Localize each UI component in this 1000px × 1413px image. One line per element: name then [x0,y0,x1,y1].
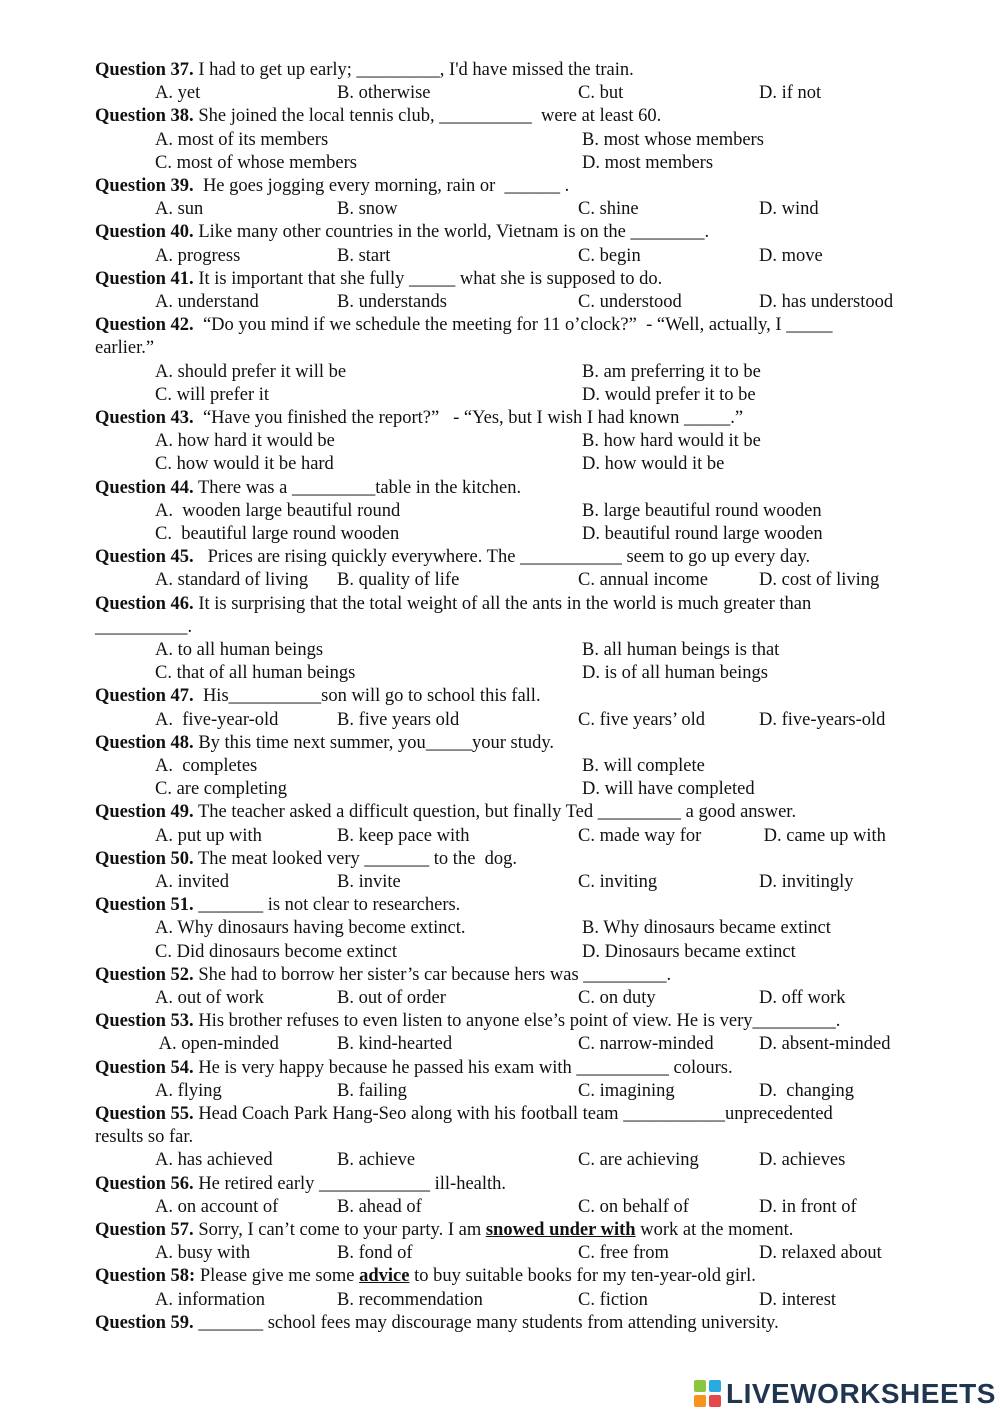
question-stem-line [0,59,1000,82]
options-row [0,129,1000,152]
answer-option[interactable]: B. most whose members [582,129,764,150]
answer-option[interactable]: D. cost of living [759,570,880,591]
question-stem [95,268,662,291]
question-stem-line [0,593,1000,616]
question-text: It is surprising that the total weight of all the ants in the world is much greater than [193,593,812,614]
options-row [0,523,1000,546]
question-number: Question 55. [95,1104,194,1124]
question-stem-line [0,407,1000,430]
question-number: Question 44. [95,477,194,498]
question-number: Question 37. [95,60,194,80]
answer-option[interactable]: B. understands [337,292,447,312]
question-stem-line [0,1103,1000,1126]
options-row [0,82,1000,105]
answer-option[interactable]: B. five years old [337,709,460,730]
answer-option[interactable]: A. how hard it would be [155,431,335,452]
options-row [0,430,1000,453]
question-stem-line [0,894,1000,917]
answer-option[interactable]: B. otherwise [337,83,431,104]
question-number: Question 48. [95,732,194,753]
answer-option[interactable]: C. beautiful large round wooden [155,524,400,544]
options-row [0,871,1000,894]
answer-option[interactable]: C. how would it be hard [155,454,334,475]
answer-option[interactable]: C. free from [578,1243,669,1264]
question-text: “Do you mind if we schedule the meeting for 11 o’clock?” - “Well, actually, I _____ [193,315,833,336]
question-stem [95,1265,756,1288]
answer-option[interactable]: C. most of whose members [155,152,357,173]
answer-option[interactable]: A. wooden large beautiful round [155,500,401,521]
answer-option[interactable]: D. changing [759,1080,855,1101]
answer-option[interactable]: C. made way for [578,825,702,846]
answer-option[interactable]: D. move [759,245,823,266]
answer-option[interactable]: C. on duty [578,988,656,1008]
answer-option[interactable]: D. five-years-old [759,709,886,730]
answer-option[interactable]: B. start [337,245,391,266]
answer-option[interactable]: A. completes [155,756,258,776]
answer-option[interactable]: D. would prefer it to be [582,384,756,405]
answer-option[interactable]: C. but [578,83,624,104]
question-stem-line [0,314,1000,337]
answer-option[interactable]: B. keep pace with [337,825,470,846]
options-row [0,778,1000,801]
question-stem-line [0,1057,1000,1080]
question-number: Question 53. [95,1011,194,1032]
options-row [0,1033,1000,1056]
question-number: Question 54. [95,1057,194,1078]
question-stem [95,221,709,244]
answer-option[interactable]: B. fond of [337,1243,413,1264]
answer-option[interactable]: C. understood [578,292,682,312]
options-row [0,500,1000,523]
question-number: Question 46. [95,593,194,614]
answer-option[interactable]: D. relaxed about [759,1243,882,1264]
answer-option[interactable]: B. am preferring it to be [582,361,761,382]
liveworksheets-logo[interactable] [694,1376,996,1412]
options-row [0,1080,1000,1103]
answer-option[interactable]: B. all human beings is that [582,640,780,660]
answer-option[interactable]: B. how hard would it be [582,431,761,452]
answer-option[interactable]: D. if not [759,83,822,104]
answer-option[interactable]: B. will complete [582,756,705,776]
question-text-rest: to buy suitable books for my ten-year-old girl. [409,1266,756,1287]
answer-option[interactable]: A. busy with [155,1243,251,1264]
question-text: Like many other countries in the world, Vietnam is on the ________. [193,222,710,243]
answer-option[interactable]: A. should prefer it will be [155,361,347,382]
answer-option[interactable]: C. that of all human beings [155,663,356,684]
answer-option[interactable]: A. on account of [155,1196,279,1217]
question-text: Prices are rising quickly everywhere. The ___________ seem to go up every day. [193,547,811,568]
brand-name: LIVEWORKSHEETS [726,1378,996,1409]
question-text: There was a _________table in the kitchen. [193,477,522,498]
question-continuation: results so far. [95,1127,194,1148]
options-row [0,917,1000,940]
answer-option[interactable]: A. out of work [155,988,264,1008]
answer-option[interactable]: A. put up with [155,825,262,846]
question-text: _______ is not clear to researchers. [193,895,461,916]
question-number: Question 38. [95,106,194,127]
question-number: Question 42. [95,315,194,336]
answer-option[interactable]: A. yet [155,83,201,104]
question-number: Question 45. [95,547,194,568]
question-text: It is important that she fully _____ what she is supposed to do. [193,268,663,289]
question-text: “Have you finished the report?” - “Yes, but I wish I had known _____.” [193,408,744,428]
question-number: Question 51. [95,895,194,916]
question-stem [95,1010,840,1033]
question-text: He goes jogging every morning, rain or ______ . [193,176,570,196]
answer-option[interactable]: D. how would it be [582,454,725,475]
question-stem-line [0,175,1000,198]
question-stem [95,407,743,430]
question-continuation-line [0,1126,1000,1149]
question-number: Question 57. [95,1220,194,1240]
question-stem-line [0,1173,1000,1196]
question-text: She had to borrow her sister’s car because hers was _________. [193,964,672,985]
answer-option[interactable]: D. interest [759,1289,837,1310]
options-row [0,709,1000,732]
question-stem [95,1219,793,1242]
answer-option[interactable]: D. off work [759,988,846,1008]
answer-option[interactable]: A. progress [155,245,241,266]
question-text: The teacher asked a difficult question, but finally Ted _________ a good answer. [193,802,797,823]
answer-option[interactable]: B. ahead of [337,1196,422,1217]
options-row [0,569,1000,592]
question-number: Question 56. [95,1173,194,1194]
answer-option[interactable]: B. quality of life [337,570,460,591]
question-text: Head Coach Park Hang-Seo along with his football team ___________unprecedented [193,1104,833,1124]
question-continuation: earlier.” [95,338,155,359]
answer-option[interactable]: D. came up with [759,825,886,846]
options-row [0,1196,1000,1219]
answer-option[interactable]: D. has understood [759,292,894,312]
question-number: Question 52. [95,964,194,985]
question-text: I had to get up early; _________, I'd have missed the train. [193,60,634,80]
question-text: The meat looked very _______ to the dog. [193,848,518,869]
question-stem-line [0,801,1000,824]
answer-option[interactable]: C. begin [578,245,641,266]
answer-option[interactable]: C. narrow-minded [578,1034,714,1055]
question-stem [95,964,671,987]
answer-option[interactable]: A. standard of living [155,570,309,591]
answer-option[interactable]: B. failing [337,1080,407,1101]
answer-option[interactable]: A. invited [155,872,229,892]
answer-option[interactable]: C. inviting [578,872,658,892]
answer-option[interactable]: C. are achieving [578,1150,699,1171]
question-stem-line [0,1010,1000,1033]
answer-option[interactable]: A. most of its members [155,129,329,150]
answer-option[interactable]: D. Dinosaurs became extinct [582,941,796,962]
question-text: His brother refuses to even listen to anyone else’s point of view. He is very_________. [193,1011,841,1032]
options-row [0,1149,1000,1172]
question-stem [95,685,541,708]
options-row [0,291,1000,314]
answer-option[interactable]: D. will have completed [582,779,755,800]
question-stem [95,105,661,128]
question-stem-line [0,477,1000,500]
answer-option[interactable]: D. beautiful round large wooden [582,524,823,544]
answer-option[interactable]: B. invite [337,872,401,892]
answer-option[interactable]: B. achieve [337,1150,416,1171]
question-stem-line [0,1219,1000,1242]
question-continuation-line [0,337,1000,360]
answer-option[interactable]: C. Did dinosaurs become extinct [155,941,397,962]
question-stem [95,1173,506,1196]
answer-option[interactable]: A. five-year-old [155,709,279,730]
question-stem [95,1057,733,1080]
answer-option[interactable]: B. out of order [337,988,446,1008]
answer-option[interactable]: A. Why dinosaurs having become extinct. [155,918,466,939]
answer-option[interactable]: B. Why dinosaurs became extinct [582,918,831,939]
underlined-phrase: snowed under with [485,1220,636,1240]
question-stem-line [0,105,1000,128]
question-stem-line [0,964,1000,987]
answer-option[interactable]: A. flying [155,1080,222,1101]
question-stem-line [0,221,1000,244]
options-row [0,1242,1000,1265]
question-stem [95,894,460,917]
options-row [0,987,1000,1010]
answer-option[interactable]: B. snow [337,199,398,220]
answer-option[interactable]: B. large beautiful round wooden [582,500,822,521]
question-stem [95,732,554,755]
answer-option[interactable]: A. sun [155,199,204,220]
question-stem-line [0,546,1000,569]
options-row [0,152,1000,175]
question-text: He is very happy because he passed his exam with __________ colours. [193,1057,733,1078]
question-stem-line [0,685,1000,708]
answer-option[interactable]: D. most members [582,152,714,173]
question-stem-line [0,732,1000,755]
question-text: By this time next summer, you_____your study. [193,732,555,753]
question-number: Question 47. [95,686,194,707]
answer-option[interactable]: C. on behalf of [578,1196,689,1217]
question-text: She joined the local tennis club, __________ were at least 60. [193,106,662,127]
answer-option[interactable]: D. in front of [759,1196,857,1217]
liveworksheets-logo-icon [694,1380,722,1408]
answer-option[interactable]: B. recommendation [337,1289,483,1310]
options-row [0,662,1000,685]
question-stem [95,59,634,82]
options-row [0,941,1000,964]
question-number: Question 49. [95,802,194,823]
question-continuation-line [0,616,1000,639]
answer-option[interactable]: B. kind-hearted [337,1034,453,1055]
answer-option[interactable]: C. will prefer it [155,384,270,405]
options-row [0,825,1000,848]
answer-option[interactable]: D. invitingly [759,872,854,892]
answer-option[interactable]: C. annual income [578,570,708,591]
options-row [0,384,1000,407]
question-text: Sorry, I can’t come to your party. I am [193,1220,486,1240]
question-stem-line [0,1312,1000,1335]
question-number: Question 50. [95,848,194,869]
question-stem [95,593,811,616]
answer-option[interactable]: D. achieves [759,1150,846,1171]
options-row [0,1289,1000,1312]
answer-option[interactable]: A. open-minded [155,1034,279,1055]
answer-option[interactable]: A. to all human beings [155,640,324,660]
answer-option[interactable]: C. are completing [155,779,288,800]
answer-option[interactable]: A. information [155,1289,265,1310]
answer-option[interactable]: D. is of all human beings [582,663,769,684]
question-stem [95,314,832,337]
question-stem-line [0,268,1000,291]
underlined-phrase: advice [359,1266,410,1287]
answer-option[interactable]: A. has achieved [155,1150,273,1171]
question-continuation: __________. [95,616,193,637]
question-text: He retired early ____________ ill-health. [193,1173,507,1194]
answer-option[interactable]: C. five years’ old [578,709,706,730]
options-row [0,453,1000,476]
question-text: _______ school fees may discourage many students from attending university. [193,1312,779,1333]
question-stem [95,477,521,500]
options-row [0,245,1000,268]
options-row [0,361,1000,384]
question-text: Please give me some [195,1266,360,1287]
options-row [0,755,1000,778]
question-stem [95,848,517,871]
answer-option[interactable]: D. absent-minded [759,1034,891,1055]
question-stem [95,175,569,198]
question-stem [95,1103,833,1126]
answer-option[interactable]: C. fiction [578,1289,648,1310]
question-number: Question 43. [95,408,194,428]
question-number: Question 40. [95,222,194,243]
options-row [0,639,1000,662]
question-stem-line [0,1265,1000,1288]
question-stem-line [0,848,1000,871]
question-number: Question 59. [95,1312,194,1333]
answer-option[interactable]: A. understand [155,292,259,312]
question-stem [95,801,796,824]
question-stem [95,1312,779,1335]
question-stem [95,546,810,569]
options-row [0,198,1000,221]
question-number: Question 41. [95,268,194,289]
question-text-rest: work at the moment. [635,1220,794,1240]
question-number: Question 39. [95,176,194,196]
answer-option[interactable]: D. wind [759,199,819,220]
answer-option[interactable]: C. imagining [578,1080,675,1101]
question-text: His__________son will go to school this fall. [193,686,541,707]
question-number: Question 58: [95,1266,196,1287]
answer-option[interactable]: C. shine [578,199,639,220]
